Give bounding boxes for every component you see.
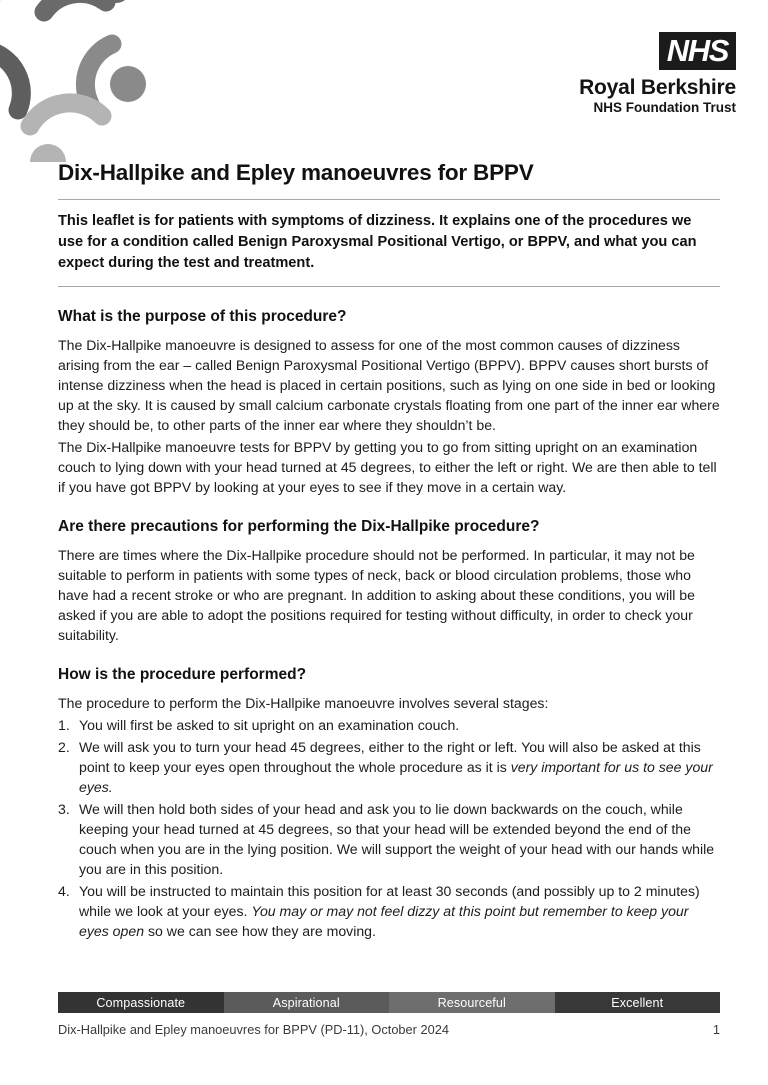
step-text: We will then hold both sides of your head and ask you to lie down backwards on the couch, while keeping your head turned at 45 degrees, so that your head will be extended beyond the end of the couch when you are in the lying position. We will support the weight of your head with our hands while you are in this position. [79, 801, 715, 878]
purpose-paragraph-2: The Dix-Hallpike manoeuvre tests for BPPV by getting you to go from sitting upright on an examination couch to lying down with your head turned at 45 degrees, to either the left or right. We are then able to tell if you have got BPPV by looking at your eyes to see if they move in a certain way. [58, 439, 717, 496]
value-segment-compassionate: Compassionate [58, 992, 224, 1013]
step-text-emphasis: very important for us to see your eyes. [79, 759, 713, 796]
list-item [58, 799, 720, 879]
procedure-lead-in: The procedure to perform the Dix-Hallpike manoeuvre involves several stages: [58, 695, 549, 712]
list-item [58, 881, 720, 941]
step-number: 1. [58, 717, 70, 734]
value-segment-excellent: Excellent [555, 992, 721, 1013]
procedure-step-list [58, 715, 720, 941]
precautions-paragraph-1: There are times where the Dix-Hallpike procedure should not be performed. In particular, it may not be suitable to perform in patients with some types of neck, back or blood circulation problems, those who have had a recent stroke or who are pregnant. In addition to asking about these conditions, you will be asked if you are able to adopt the positions required for testing without difficulty, in order to check your suitability. [58, 547, 695, 644]
page-title: Dix-Hallpike and Epley manoeuvres for BPPV [58, 160, 534, 185]
document-body [58, 0, 720, 941]
title-divider [58, 199, 720, 200]
section-heading-procedure: How is the procedure performed? [58, 666, 307, 684]
step-text-emphasis: You may or may not feel dizzy at this point but remember to keep your eyes open [79, 903, 689, 940]
purpose-paragraph-1: The Dix-Hallpike manoeuvre is designed to assess for one of the most common causes of dizziness arising from the ear – called Benign Paroxysmal Positional Vertigo (BPPV). BPPV causes short bursts of intense dizziness when the head is placed in certain positions, such as lying on one side in bed or looking up at the sky. It is caused by small calcium carbonate crystals floating from one part of the inner ear where they should be, to other parts of the inner ear where they shouldn’t be. [58, 337, 720, 434]
intro-paragraph: This leaflet is for patients with symptoms of dizziness. It explains one of the procedures we use for a condition called Benign Paroxysmal Positional Vertigo, or BPPV, and what you can expect during the test and treatment. [58, 213, 697, 272]
section-heading-precautions: Are there precautions for performing the Dix-Hallpike procedure? [58, 518, 540, 536]
list-item [58, 737, 720, 797]
step-number: 4. [58, 883, 70, 900]
intro-divider [58, 286, 720, 287]
value-segment-resourceful: Resourceful [389, 992, 555, 1013]
page-footer [58, 1022, 720, 1037]
step-text: You will first be asked to sit upright on an examination couch. [79, 717, 460, 734]
step-text-tail: so we can see how they are moving. [144, 923, 376, 940]
section-heading-purpose: What is the purpose of this procedure? [58, 308, 347, 326]
step-number: 3. [58, 801, 70, 818]
step-text: You will be instructed to maintain this position for at least 30 seconds (and possibly up to 2 minutes) while we look at your eyes. [79, 883, 700, 920]
trust-values-bar [58, 992, 720, 1013]
value-segment-aspirational: Aspirational [224, 992, 390, 1013]
nhs-badge: NHS [659, 32, 736, 70]
trust-subtitle: NHS Foundation Trust [593, 100, 736, 115]
footer-page-number: 1 [712, 1022, 720, 1037]
footer-reference: Dix-Hallpike and Epley manoeuvres for BPPV (PD-11), October 2024 [58, 1022, 449, 1037]
step-number: 2. [58, 739, 70, 756]
list-item [58, 715, 720, 735]
trust-name: Royal Berkshire [579, 76, 736, 99]
step-text: We will ask you to turn your head 45 degrees, either to the right or left. You will also be asked at this point to keep your eyes open throughout the whole procedure as it is [79, 739, 701, 776]
